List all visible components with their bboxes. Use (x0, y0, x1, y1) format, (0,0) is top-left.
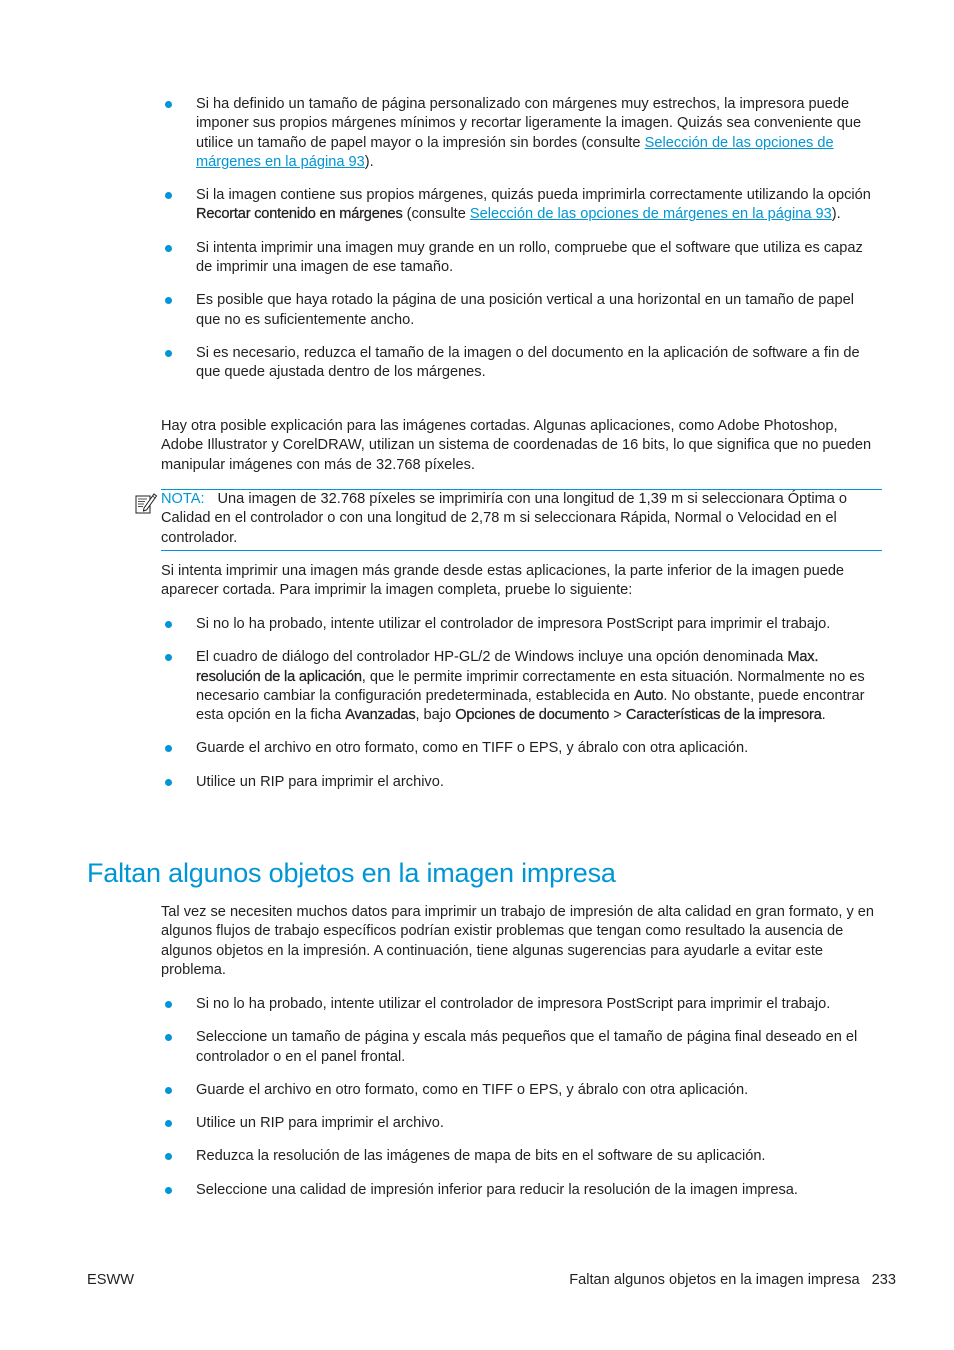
bullet-icon (165, 101, 172, 108)
bullet-icon (165, 1034, 172, 1041)
ui-option-name: Opciones de documento (455, 707, 610, 724)
list-item: Guarde el archivo en otro formato, como en TIFF o EPS, y ábralo con otra aplicación. (161, 739, 882, 758)
bullet-icon (165, 621, 172, 628)
note-text: Una imagen de 32.768 píxeles se imprimiría con una longitud de 1,39 m si seleccionara Óptima o Calidad en el controlador o con una longitud de 2,78 m si seleccionara Rápida, Normal o Velocidad en el controlador. (161, 491, 848, 546)
list-item: Si ha definido un tamaño de página personalizado con márgenes muy estrechos, la impresora puede imponer sus propios márgenes mínimos y recortar ligeramente la imagen. Quizás sea conveniente que utilice un tamaño de papel mayor o la impresión sin bordes (consulte Selección de las opciones de márgenes en la página 93). (161, 95, 882, 172)
bullet-icon (165, 350, 172, 357)
bullet-icon (165, 192, 172, 199)
margins-options-link[interactable]: Selección de las opciones de márgenes en la página 93 (469, 206, 832, 223)
note-icon (134, 491, 158, 515)
margins-options-link[interactable]: Selección de las opciones de márgenes en la página 93 (196, 134, 834, 170)
paragraph-missing-objects-intro: Tal vez se necesiten muchos datos para imprimir un trabajo de impresión de alta calidad en gran formato, y en algunos flujos de trabajo específicos podrían existir problemas que tengan como resultado la ausencia de algunos objetos en la impresión. A continuación, tiene algunas sugerencias para ayudarle a evitar este problema. (161, 904, 875, 978)
footer-section-title: Faltan algunos objetos en la imagen impresa (569, 1272, 860, 1288)
bullet-list-solutions (161, 615, 882, 792)
bullet-icon (165, 1153, 172, 1160)
bullet-icon (165, 1087, 172, 1094)
list-item: Es posible que haya rotado la página de una posición vertical a una horizontal en un tamaño de papel que no es suficientemente ancho. (161, 291, 882, 330)
footer-left: ESWW (87, 1272, 135, 1288)
ui-option-name: Auto (634, 687, 664, 704)
bullet-list-cropped-causes (161, 95, 882, 383)
paragraph-try-following: Si intenta imprimir una imagen más grande desde estas aplicaciones, la parte inferior de la imagen puede aparecer cortada. Para imprimir la imagen completa, pruebe lo siguiente: (161, 563, 845, 599)
list-item: Utilice un RIP para imprimir el archivo. (161, 773, 882, 792)
ui-option-name: Max. resolución de la aplicación (196, 649, 819, 685)
list-item: Si no lo ha probado, intente utilizar el controlador de impresora PostScript para imprimir el trabajo. (161, 995, 882, 1014)
note-box (161, 489, 882, 551)
list-item: Si la imagen contiene sus propios márgenes, quizás pueda imprimirla correctamente utilizando la opción Recortar contenido en márgenes (consulte Selección de las opciones de márgenes en la página 93). (161, 186, 882, 225)
bullet-icon (165, 1120, 172, 1127)
paragraph-16bit-explanation: Hay otra posible explicación para las imágenes cortadas. Algunas aplicaciones, como Adobe Photoshop, Adobe Illustrator y CorelDRAW, utilizan un sistema de coordenadas de 16 bits, lo que significa que no pueden manipular imágenes con más de 32.768 píxeles. (161, 418, 872, 473)
bullet-icon (165, 1187, 172, 1194)
list-item: Seleccione un tamaño de página y escala más pequeños que el tamaño de página final deseado en el controlador o en el panel frontal. (161, 1028, 882, 1067)
footer-right (569, 1271, 896, 1290)
bullet-icon (165, 1001, 172, 1008)
note-label: NOTA: (161, 491, 205, 507)
bullet-icon (165, 745, 172, 752)
ui-option-name: Características de la impresora (625, 707, 822, 724)
section-heading: Faltan algunos objetos en la imagen impresa (87, 858, 616, 888)
bullet-icon (165, 297, 172, 304)
ui-option-name: Recortar contenido en márgenes (196, 206, 403, 223)
bullet-icon (165, 245, 172, 252)
list-item: El cuadro de diálogo del controlador HP-GL/2 de Windows incluye una opción denominada Max. resolución de la aplicación, que le permite imprimir correctamente en esta situación. Normalmente no es necesario cambiar la configuración predeterminada, establecida en Auto. No obstante, puede encontrar esta opción en la ficha Avanzadas, bajo Opciones de documento > Características de la impresora. (161, 648, 882, 725)
list-item: Guarde el archivo en otro formato, como en TIFF o EPS, y ábralo con otra aplicación. (161, 1081, 882, 1100)
list-item: Reduzca la resolución de las imágenes de mapa de bits en el software de su aplicación. (161, 1147, 882, 1166)
list-item: Si intenta imprimir una imagen muy grande en un rollo, compruebe que el software que utiliza es capaz de imprimir una imagen de ese tamaño. (161, 239, 882, 278)
page-number: 233 (871, 1272, 896, 1288)
list-item: Seleccione una calidad de impresión inferior para reducir la resolución de la imagen impresa. (161, 1181, 882, 1200)
ui-tab-name: Avanzadas (345, 707, 416, 724)
list-item: Si no lo ha probado, intente utilizar el controlador de impresora PostScript para imprimir el trabajo. (161, 615, 882, 634)
bullet-list-suggestions (161, 995, 882, 1200)
bullet-icon (165, 654, 172, 661)
bullet-icon (165, 779, 172, 786)
list-item: Si es necesario, reduzca el tamaño de la imagen o del documento en la aplicación de software a fin de que quede ajustada dentro de los márgenes. (161, 344, 882, 383)
list-item: Utilice un RIP para imprimir el archivo. (161, 1114, 882, 1133)
